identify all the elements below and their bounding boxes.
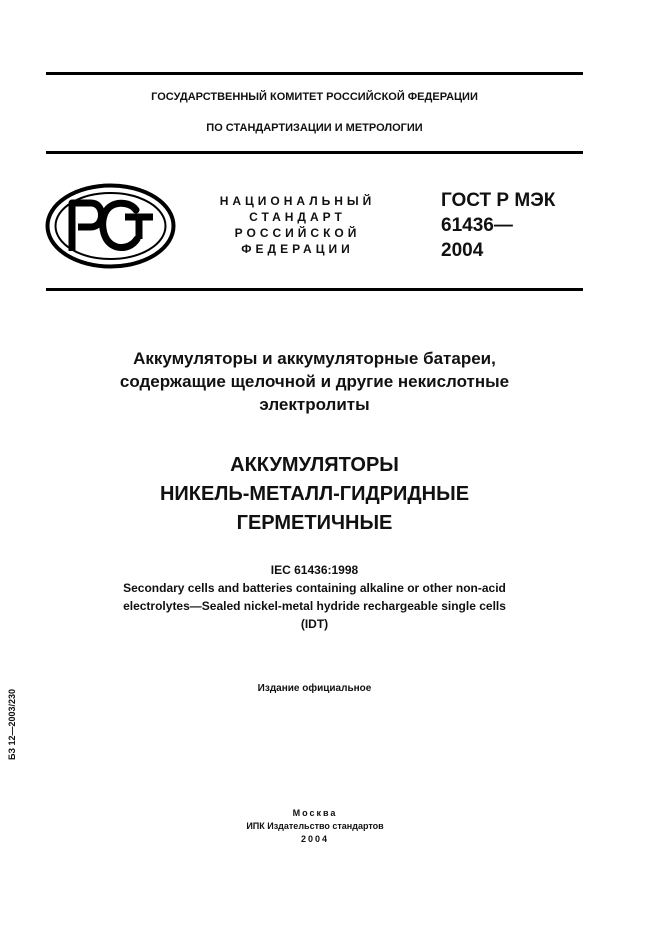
iec-title-line: electrolytes—Sealed nickel-metal hydride rechargeable single cells — [123, 599, 506, 613]
title-general-line: электролиты — [259, 395, 370, 414]
title-main — [46, 451, 583, 538]
edition-label: Издание официальное — [257, 683, 372, 694]
standard-type — [200, 193, 395, 257]
iec-code: (IDT) — [300, 617, 329, 631]
title-main-line: ГЕРМЕТИЧНЫЕ — [236, 512, 393, 534]
iec-title-line: Secondary cells and batteries containing alkaline or other non-acid — [123, 581, 506, 595]
title-general-line: Аккумуляторы и аккумуляторные батареи, — [133, 349, 496, 368]
designation-line: 61436— — [441, 215, 513, 236]
top-rule — [46, 72, 583, 75]
designation-line: 2004 — [441, 240, 484, 261]
iec-block — [46, 561, 583, 633]
standard-type-line: РОССИЙСКОЙ — [234, 226, 361, 240]
designation-line: ГОСТ Р МЭК — [441, 190, 556, 211]
standard-type-line: СТАНДАРТ — [249, 210, 346, 224]
logo-rule — [46, 288, 583, 291]
header-line-1: ГОСУДАРСТВЕННЫЙ КОМИТЕТ РОССИЙСКОЙ ФЕДЕРАЦИИ — [151, 91, 478, 103]
title-general — [46, 347, 583, 416]
title-general-line: содержащие щелочной и другие некислотные — [119, 372, 510, 391]
standard-type-line: НАЦИОНАЛЬНЫЙ — [219, 194, 376, 208]
title-main-line: АККУМУЛЯТОРЫ — [230, 454, 399, 476]
header-rule — [46, 151, 583, 154]
header-line-2: ПО СТАНДАРТИЗАЦИИ И МЕТРОЛОГИИ — [206, 122, 423, 134]
publisher-city: Москва — [292, 808, 338, 818]
publisher-year: 2004 — [300, 834, 330, 844]
publisher — [170, 807, 460, 846]
standard-type-line: ФЕДЕРАЦИИ — [241, 242, 354, 256]
title-main-line: НИКЕЛЬ-МЕТАЛЛ-ГИДРИДНЫЕ — [159, 483, 470, 505]
publisher-name: ИПК Издательство стандартов — [246, 821, 384, 831]
gost-r-logo-icon — [45, 183, 176, 269]
side-code: БЗ 12—2003/230 — [7, 688, 17, 760]
iec-reference: IEC 61436:1998 — [270, 563, 359, 577]
designation — [441, 188, 555, 263]
